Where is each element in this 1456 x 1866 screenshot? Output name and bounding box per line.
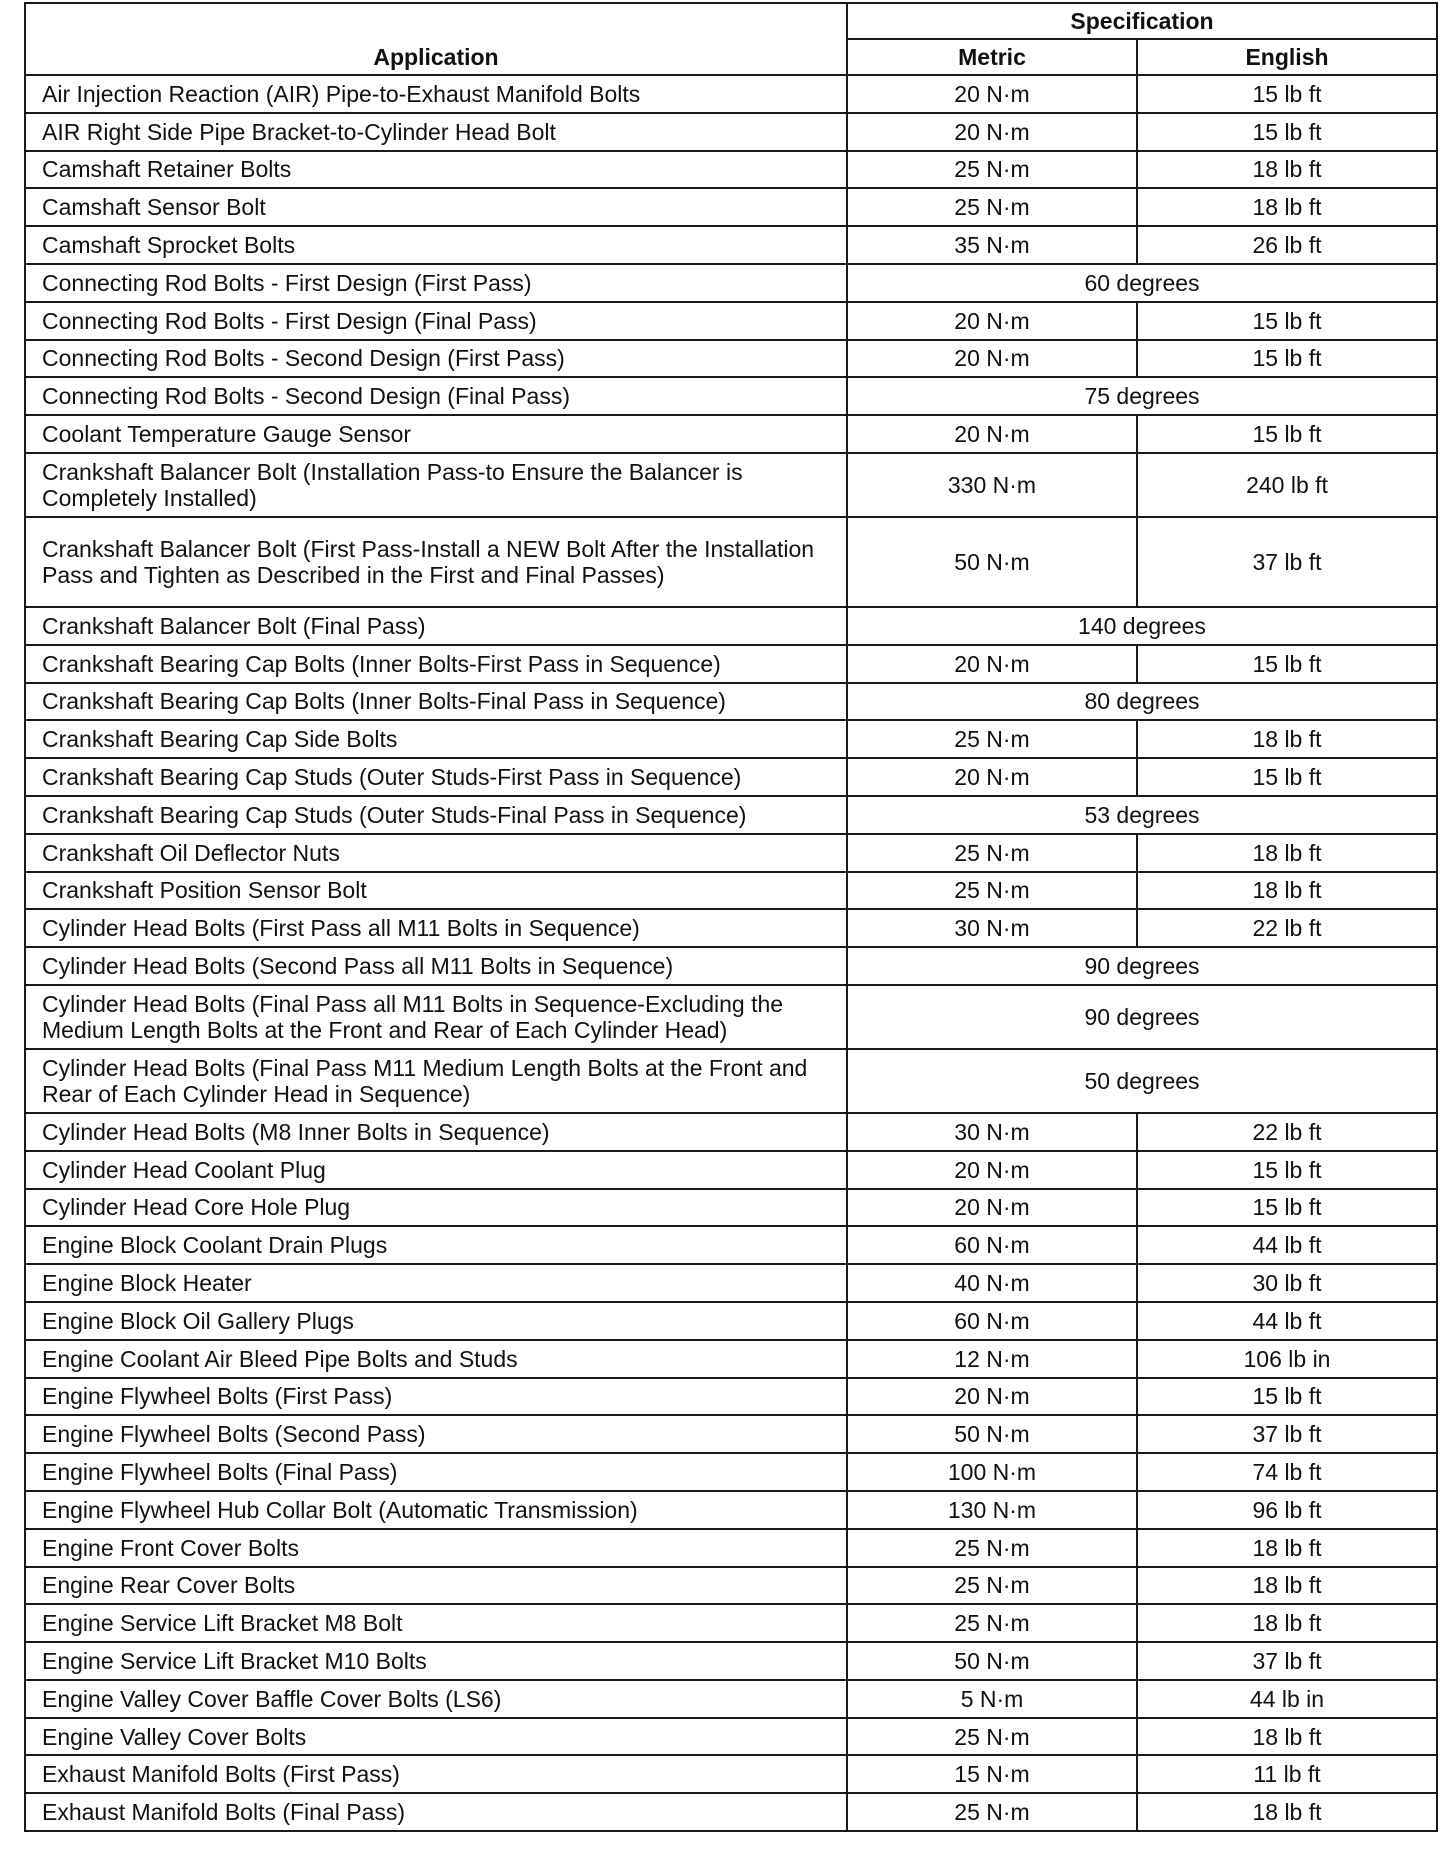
application-cell: Camshaft Sprocket Bolts	[25, 226, 847, 264]
specification-cell: 140 degrees	[847, 607, 1437, 645]
table-row	[25, 1642, 1437, 1680]
metric-cell: 40 N·m	[847, 1264, 1137, 1302]
table-row	[25, 453, 1437, 517]
table-row	[25, 1302, 1437, 1340]
table-header	[25, 3, 1437, 75]
metric-cell: 25 N·m	[847, 1718, 1137, 1756]
english-cell: 11 lb ft	[1137, 1755, 1437, 1793]
application-cell: Connecting Rod Bolts - Second Design (Final Pass)	[25, 377, 847, 415]
table-row	[25, 302, 1437, 340]
specification-cell: 75 degrees	[847, 377, 1437, 415]
application-cell: Connecting Rod Bolts - First Design (Final Pass)	[25, 302, 847, 340]
metric-cell: 25 N·m	[847, 1567, 1137, 1605]
application-cell: Crankshaft Oil Deflector Nuts	[25, 834, 847, 872]
metric-cell: 60 N·m	[847, 1226, 1137, 1264]
application-cell: Engine Service Lift Bracket M10 Bolts	[25, 1642, 847, 1680]
metric-cell: 25 N·m	[847, 834, 1137, 872]
header-row-top	[25, 3, 1437, 39]
application-cell: Camshaft Retainer Bolts	[25, 151, 847, 189]
specification-cell: 90 degrees	[847, 985, 1437, 1049]
application-cell: Crankshaft Position Sensor Bolt	[25, 872, 847, 910]
application-cell: Engine Valley Cover Bolts	[25, 1718, 847, 1756]
application-cell: Camshaft Sensor Bolt	[25, 188, 847, 226]
english-cell: 15 lb ft	[1137, 75, 1437, 113]
application-cell: Engine Flywheel Bolts (Final Pass)	[25, 1453, 847, 1491]
english-cell: 15 lb ft	[1137, 1151, 1437, 1189]
application-cell: Crankshaft Balancer Bolt (Final Pass)	[25, 607, 847, 645]
table-row	[25, 947, 1437, 985]
metric-cell: 35 N·m	[847, 226, 1137, 264]
table-row	[25, 340, 1437, 378]
english-cell: 15 lb ft	[1137, 113, 1437, 151]
english-cell: 37 lb ft	[1137, 1642, 1437, 1680]
table-body	[25, 75, 1437, 1831]
table-row	[25, 226, 1437, 264]
table-row	[25, 517, 1437, 607]
english-cell: 37 lb ft	[1137, 1415, 1437, 1453]
english-cell: 15 lb ft	[1137, 1189, 1437, 1227]
english-cell: 15 lb ft	[1137, 758, 1437, 796]
application-cell: Exhaust Manifold Bolts (Final Pass)	[25, 1793, 847, 1831]
table-row	[25, 1340, 1437, 1378]
application-cell: Cylinder Head Core Hole Plug	[25, 1189, 847, 1227]
metric-cell: 30 N·m	[847, 909, 1137, 947]
english-cell: 18 lb ft	[1137, 1718, 1437, 1756]
application-cell: Cylinder Head Bolts (Final Pass all M11 Bolts in Sequence-Excluding the Medium Length Bolts at the Front and Rear of Each Cylinder Head)	[25, 985, 847, 1049]
english-cell: 15 lb ft	[1137, 415, 1437, 453]
table-row	[25, 75, 1437, 113]
table-row	[25, 834, 1437, 872]
table-row	[25, 113, 1437, 151]
application-cell: Crankshaft Balancer Bolt (Installation Pass-to Ensure the Balancer is Completely Installed)	[25, 453, 847, 517]
application-cell: Engine Coolant Air Bleed Pipe Bolts and Studs	[25, 1340, 847, 1378]
metric-cell: 50 N·m	[847, 1642, 1137, 1680]
table-row	[25, 985, 1437, 1049]
table-row	[25, 1718, 1437, 1756]
application-cell: Cylinder Head Bolts (Final Pass M11 Medium Length Bolts at the Front and Rear of Each Cylinder Head in Sequence)	[25, 1049, 847, 1113]
table-row	[25, 1226, 1437, 1264]
english-cell: 18 lb ft	[1137, 1567, 1437, 1605]
english-cell: 18 lb ft	[1137, 151, 1437, 189]
metric-cell: 20 N·m	[847, 75, 1137, 113]
application-cell: Engine Flywheel Bolts (Second Pass)	[25, 1415, 847, 1453]
english-cell: 18 lb ft	[1137, 834, 1437, 872]
application-cell: Cylinder Head Bolts (Second Pass all M11 Bolts in Sequence)	[25, 947, 847, 985]
metric-cell: 20 N·m	[847, 340, 1137, 378]
table-row	[25, 796, 1437, 834]
table-row	[25, 1049, 1437, 1113]
metric-cell: 50 N·m	[847, 1415, 1137, 1453]
english-cell: 74 lb ft	[1137, 1453, 1437, 1491]
metric-cell: 20 N·m	[847, 415, 1137, 453]
specification-header: Specification	[847, 3, 1437, 39]
metric-cell: 100 N·m	[847, 1453, 1137, 1491]
table-row	[25, 1113, 1437, 1151]
table-row	[25, 1567, 1437, 1605]
metric-cell: 20 N·m	[847, 113, 1137, 151]
specification-cell: 53 degrees	[847, 796, 1437, 834]
application-cell: Coolant Temperature Gauge Sensor	[25, 415, 847, 453]
metric-cell: 25 N·m	[847, 1793, 1137, 1831]
metric-cell: 25 N·m	[847, 1529, 1137, 1567]
application-cell: Engine Block Oil Gallery Plugs	[25, 1302, 847, 1340]
table-row	[25, 720, 1437, 758]
metric-cell: 25 N·m	[847, 872, 1137, 910]
table-row	[25, 1453, 1437, 1491]
metric-cell: 50 N·m	[847, 517, 1137, 607]
english-cell: 96 lb ft	[1137, 1491, 1437, 1529]
metric-cell: 15 N·m	[847, 1755, 1137, 1793]
torque-spec-table	[24, 2, 1438, 1832]
application-cell: Engine Block Coolant Drain Plugs	[25, 1226, 847, 1264]
table-row	[25, 377, 1437, 415]
specification-cell: 60 degrees	[847, 264, 1437, 302]
table-row	[25, 1415, 1437, 1453]
table-row	[25, 1529, 1437, 1567]
application-cell: Engine Valley Cover Baffle Cover Bolts (LS6)	[25, 1680, 847, 1718]
english-cell: 15 lb ft	[1137, 645, 1437, 683]
english-cell: 22 lb ft	[1137, 909, 1437, 947]
metric-cell: 20 N·m	[847, 645, 1137, 683]
table-row	[25, 1604, 1437, 1642]
table-row	[25, 1151, 1437, 1189]
application-cell: AIR Right Side Pipe Bracket-to-Cylinder Head Bolt	[25, 113, 847, 151]
english-cell: 44 lb ft	[1137, 1226, 1437, 1264]
table-row	[25, 1264, 1437, 1302]
application-cell: Crankshaft Bearing Cap Bolts (Inner Bolts-Final Pass in Sequence)	[25, 683, 847, 721]
metric-cell: 25 N·m	[847, 1604, 1137, 1642]
english-cell: 15 lb ft	[1137, 1378, 1437, 1416]
table-row	[25, 1491, 1437, 1529]
table-row	[25, 1755, 1437, 1793]
english-cell: 26 lb ft	[1137, 226, 1437, 264]
english-cell: 18 lb ft	[1137, 1529, 1437, 1567]
metric-cell: 30 N·m	[847, 1113, 1137, 1151]
english-cell: 18 lb ft	[1137, 1604, 1437, 1642]
application-cell: Crankshaft Bearing Cap Studs (Outer Studs-Final Pass in Sequence)	[25, 796, 847, 834]
english-cell: 106 lb in	[1137, 1340, 1437, 1378]
application-cell: Crankshaft Bearing Cap Bolts (Inner Bolts-First Pass in Sequence)	[25, 645, 847, 683]
english-header: English	[1137, 39, 1437, 75]
metric-cell: 20 N·m	[847, 302, 1137, 340]
application-cell: Engine Flywheel Hub Collar Bolt (Automatic Transmission)	[25, 1491, 847, 1529]
metric-cell: 20 N·m	[847, 1378, 1137, 1416]
table-row	[25, 188, 1437, 226]
metric-cell: 330 N·m	[847, 453, 1137, 517]
application-cell: Air Injection Reaction (AIR) Pipe-to-Exhaust Manifold Bolts	[25, 75, 847, 113]
specification-cell: 50 degrees	[847, 1049, 1437, 1113]
english-cell: 15 lb ft	[1137, 340, 1437, 378]
application-cell: Crankshaft Bearing Cap Side Bolts	[25, 720, 847, 758]
specification-cell: 80 degrees	[847, 683, 1437, 721]
metric-header: Metric	[847, 39, 1137, 75]
specification-cell: 90 degrees	[847, 947, 1437, 985]
table-row	[25, 1680, 1437, 1718]
table-row	[25, 1189, 1437, 1227]
metric-cell: 12 N·m	[847, 1340, 1137, 1378]
english-cell: 44 lb in	[1137, 1680, 1437, 1718]
table-row	[25, 872, 1437, 910]
english-cell: 18 lb ft	[1137, 188, 1437, 226]
english-cell: 240 lb ft	[1137, 453, 1437, 517]
english-cell: 18 lb ft	[1137, 1793, 1437, 1831]
table-row	[25, 1793, 1437, 1831]
application-cell: Engine Block Heater	[25, 1264, 847, 1302]
application-cell: Connecting Rod Bolts - Second Design (First Pass)	[25, 340, 847, 378]
english-cell: 44 lb ft	[1137, 1302, 1437, 1340]
english-cell: 15 lb ft	[1137, 302, 1437, 340]
application-cell: Crankshaft Bearing Cap Studs (Outer Studs-First Pass in Sequence)	[25, 758, 847, 796]
table-row	[25, 607, 1437, 645]
application-cell: Cylinder Head Bolts (M8 Inner Bolts in Sequence)	[25, 1113, 847, 1151]
table-row	[25, 758, 1437, 796]
metric-cell: 20 N·m	[847, 1189, 1137, 1227]
table-row	[25, 415, 1437, 453]
metric-cell: 60 N·m	[847, 1302, 1137, 1340]
application-cell: Exhaust Manifold Bolts (First Pass)	[25, 1755, 847, 1793]
table-row	[25, 645, 1437, 683]
metric-cell: 20 N·m	[847, 758, 1137, 796]
table-row	[25, 264, 1437, 302]
metric-cell: 5 N·m	[847, 1680, 1137, 1718]
application-header: Application	[25, 3, 847, 75]
application-cell: Engine Front Cover Bolts	[25, 1529, 847, 1567]
application-cell: Engine Flywheel Bolts (First Pass)	[25, 1378, 847, 1416]
application-cell: Engine Service Lift Bracket M8 Bolt	[25, 1604, 847, 1642]
table-row	[25, 1378, 1437, 1416]
english-cell: 18 lb ft	[1137, 872, 1437, 910]
application-cell: Cylinder Head Bolts (First Pass all M11 Bolts in Sequence)	[25, 909, 847, 947]
english-cell: 22 lb ft	[1137, 1113, 1437, 1151]
application-cell: Engine Rear Cover Bolts	[25, 1567, 847, 1605]
metric-cell: 20 N·m	[847, 1151, 1137, 1189]
metric-cell: 25 N·m	[847, 720, 1137, 758]
table-row	[25, 909, 1437, 947]
metric-cell: 25 N·m	[847, 188, 1137, 226]
table-row	[25, 683, 1437, 721]
table-row	[25, 151, 1437, 189]
metric-cell: 130 N·m	[847, 1491, 1137, 1529]
metric-cell: 25 N·m	[847, 151, 1137, 189]
application-cell: Crankshaft Balancer Bolt (First Pass-Install a NEW Bolt After the Installation Pass and Tighten as Described in the First and Final Passes)	[25, 517, 847, 607]
english-cell: 30 lb ft	[1137, 1264, 1437, 1302]
application-cell: Cylinder Head Coolant Plug	[25, 1151, 847, 1189]
application-cell: Connecting Rod Bolts - First Design (First Pass)	[25, 264, 847, 302]
english-cell: 18 lb ft	[1137, 720, 1437, 758]
english-cell: 37 lb ft	[1137, 517, 1437, 607]
